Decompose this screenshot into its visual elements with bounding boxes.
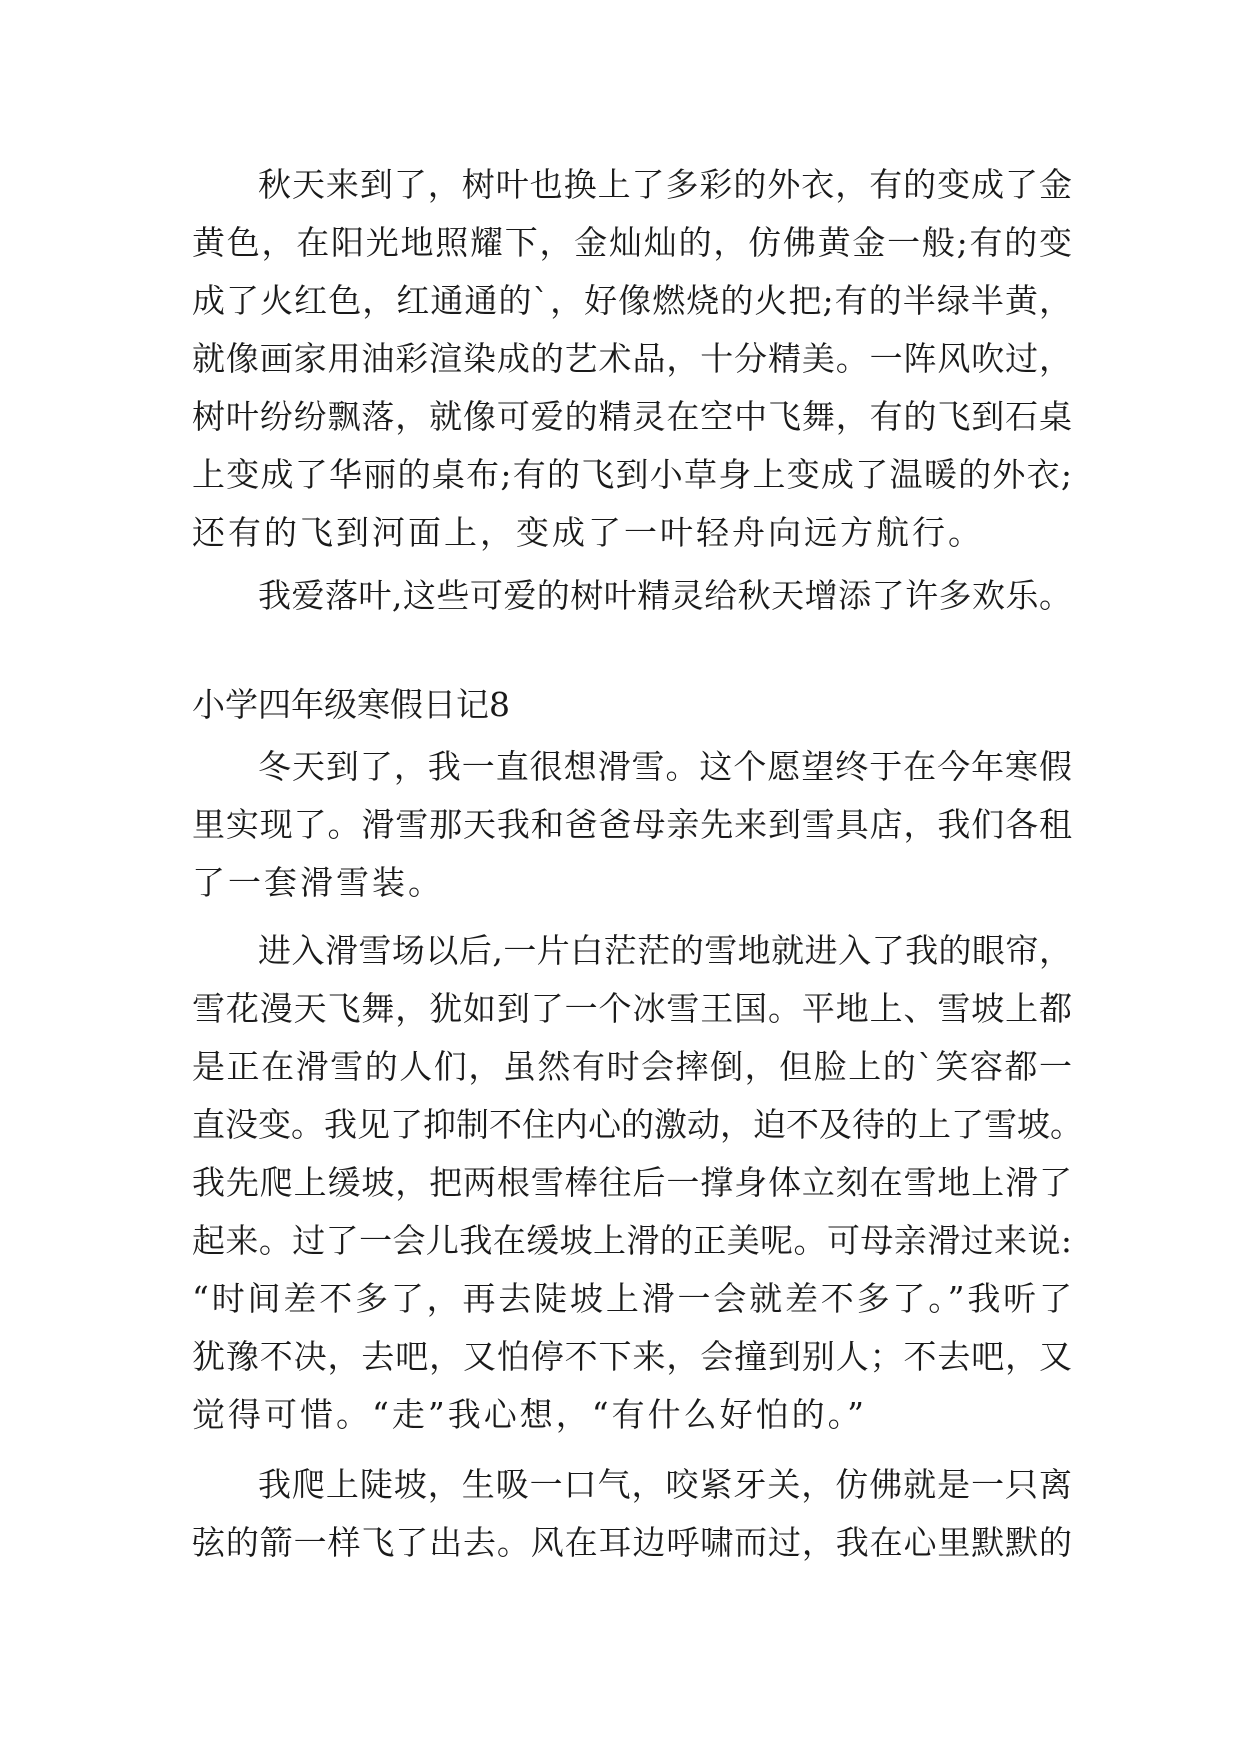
- text-line: 弦的箭一样飞了出去。风在耳边呼啸而过，我在心里默默的: [192, 1523, 1072, 1562]
- text-line: 我爬上陡坡，生吸一口气，咬紧牙关，仿佛就是一只离: [258, 1465, 1072, 1504]
- text-line: 直没变。我见了抑制不住内心的激动，迫不及待的上了雪坡。: [192, 1105, 1083, 1144]
- text-line: 还有的飞到河面上，变成了一叶轻舟向远方航行。: [192, 513, 984, 552]
- text-line: 我爱落叶,这些可爱的树叶精灵给秋天增添了许多欢乐。: [258, 576, 1072, 615]
- text-line: 树叶纷纷飘落，就像可爱的精灵在空中飞舞，有的飞到石桌: [192, 397, 1072, 436]
- text-line: 觉得可惜。“走”我心想，“有什么好怕的。”: [192, 1395, 867, 1434]
- text-line: 黄色，在阳光地照耀下，金灿灿的，仿佛黄金一般;有的变: [192, 223, 1072, 262]
- text-line: 进入滑雪场以后,一片白茫茫的雪地就进入了我的眼帘，: [258, 931, 1072, 970]
- text-line: “时间差不多了，再去陡坡上滑一会就差不多了。”我听了: [192, 1279, 1072, 1318]
- text-line: 雪花漫天飞舞，犹如到了一个冰雪王国。平地上、雪坡上都: [192, 989, 1072, 1028]
- text-line: 犹豫不决，去吧，又怕停不下来，会撞到别人；不去吧，又: [192, 1337, 1072, 1376]
- text-line: 成了火红色，红通通的`，好像燃烧的火把;有的半绿半黄，: [192, 281, 1072, 320]
- text-line: 里实现了。滑雪那天我和爸爸母亲先来到雪具店，我们各租: [192, 805, 1072, 844]
- text-line: 冬天到了，我一直很想滑雪。这个愿望终于在今年寒假: [258, 747, 1072, 786]
- text-line: 我先爬上缓坡，把两根雪棒往后一撑身体立刻在雪地上滑了: [192, 1163, 1072, 1202]
- text-line: 就像画家用油彩渲染成的艺术品，十分精美。一阵风吹过，: [192, 339, 1072, 378]
- text-line: 秋天来到了，树叶也换上了多彩的外衣，有的变成了金: [258, 165, 1072, 204]
- section-heading: 小学四年级寒假日记8: [192, 685, 510, 724]
- text-line: 了一套滑雪装。: [192, 863, 444, 902]
- text-line: 是正在滑雪的人们，虽然有时会摔倒，但脸上的`笑容都一: [192, 1047, 1072, 1086]
- text-line: 起来。过了一会儿我在缓坡上滑的正美呢。可母亲滑过来说:: [192, 1221, 1072, 1260]
- text-line: 上变成了华丽的桌布;有的飞到小草身上变成了温暖的外衣;: [192, 455, 1072, 494]
